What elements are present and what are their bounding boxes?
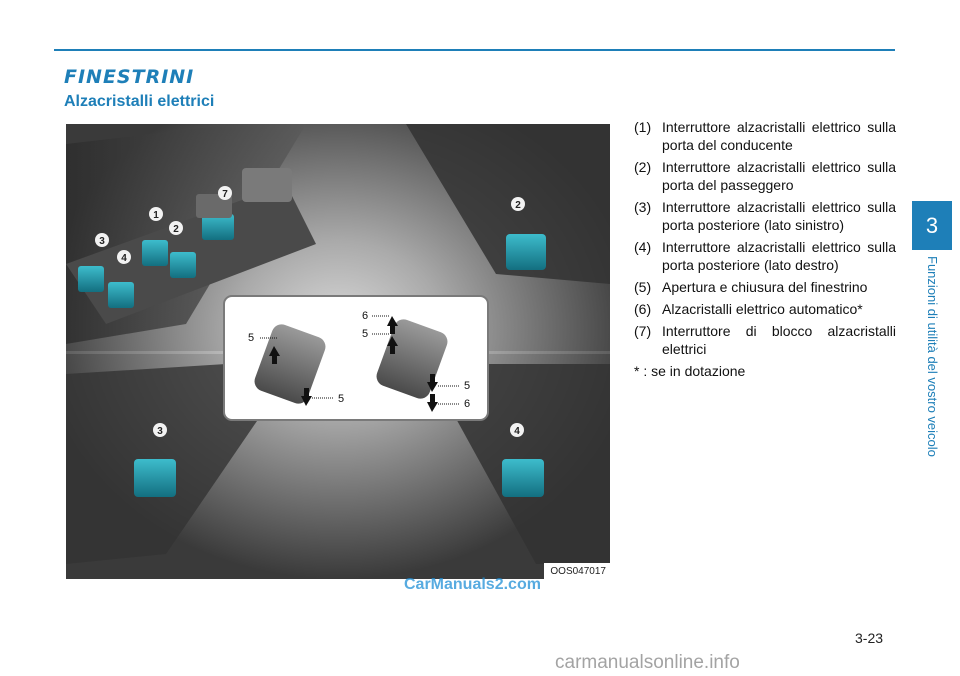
legend-text: Interruttore alzacristalli elettrico sulla porta posteriore (lato destro)	[662, 239, 896, 273]
legend-text: Apertura e chiusura del finestrino	[662, 279, 868, 295]
legend-item	[634, 322, 896, 358]
figure-illustration	[66, 124, 610, 579]
legend-text: Interruttore di blocco alzacristalli elettrici	[662, 323, 896, 357]
legend-list	[634, 118, 896, 380]
page-number: 3-23	[855, 630, 884, 646]
legend-note: * : se in dotazione	[634, 363, 746, 379]
subtitle: Alzacristalli elettrici	[64, 93, 215, 110]
window-switch-figure	[66, 124, 610, 579]
callout-2: 2	[515, 200, 521, 211]
legend-text: Interruttore alzacristalli elettrico sulla porta del passeggero	[662, 159, 896, 193]
callout-4-rear: 4	[514, 426, 520, 437]
detail-label-5b: 5	[338, 393, 345, 405]
legend-num: (6)	[634, 301, 652, 317]
chapter-tab: 3	[912, 201, 952, 250]
figure-code: OOS047017	[544, 563, 610, 579]
detail-label-6a: 6	[362, 310, 369, 322]
detail-label-5d: 5	[464, 380, 471, 392]
section-title: FINESTRINI	[64, 66, 195, 88]
callout-4: 4	[121, 253, 127, 264]
legend-num: (1)	[634, 119, 652, 135]
callout-2-driver: 2	[173, 224, 179, 235]
detail-label-5a: 5	[248, 332, 255, 344]
detail-label-6b: 6	[464, 398, 471, 410]
legend-item	[634, 158, 896, 194]
chapter-title: Funzioni di utilità del vostro veicolo	[925, 256, 940, 457]
callout-3: 3	[99, 236, 105, 247]
legend-item	[634, 118, 896, 154]
legend-item	[634, 300, 896, 318]
detail-label-5c: 5	[362, 328, 369, 340]
legend-item	[634, 278, 896, 296]
legend-text: Interruttore alzacristalli elettrico sulla porta posteriore (lato sinistro)	[662, 199, 896, 233]
legend-num: (2)	[634, 159, 652, 175]
watermark[interactable]: CarManuals2.com	[404, 576, 541, 593]
legend-num: (4)	[634, 239, 652, 255]
legend-item	[634, 238, 896, 274]
footer-watermark[interactable]: carmanualsonline.info	[555, 652, 740, 673]
header-rule	[54, 49, 895, 51]
legend-num: (5)	[634, 279, 652, 295]
legend-item	[634, 198, 896, 234]
callout-3-rear: 3	[157, 426, 163, 437]
callout-7: 7	[222, 189, 228, 200]
callout-1: 1	[153, 210, 159, 221]
legend-num: (3)	[634, 199, 652, 215]
legend-text: Interruttore alzacristalli elettrico sulla porta del conducente	[662, 119, 896, 153]
legend-text: Alzacristalli elettrico automatico*	[662, 301, 863, 317]
legend-num: (7)	[634, 323, 652, 339]
